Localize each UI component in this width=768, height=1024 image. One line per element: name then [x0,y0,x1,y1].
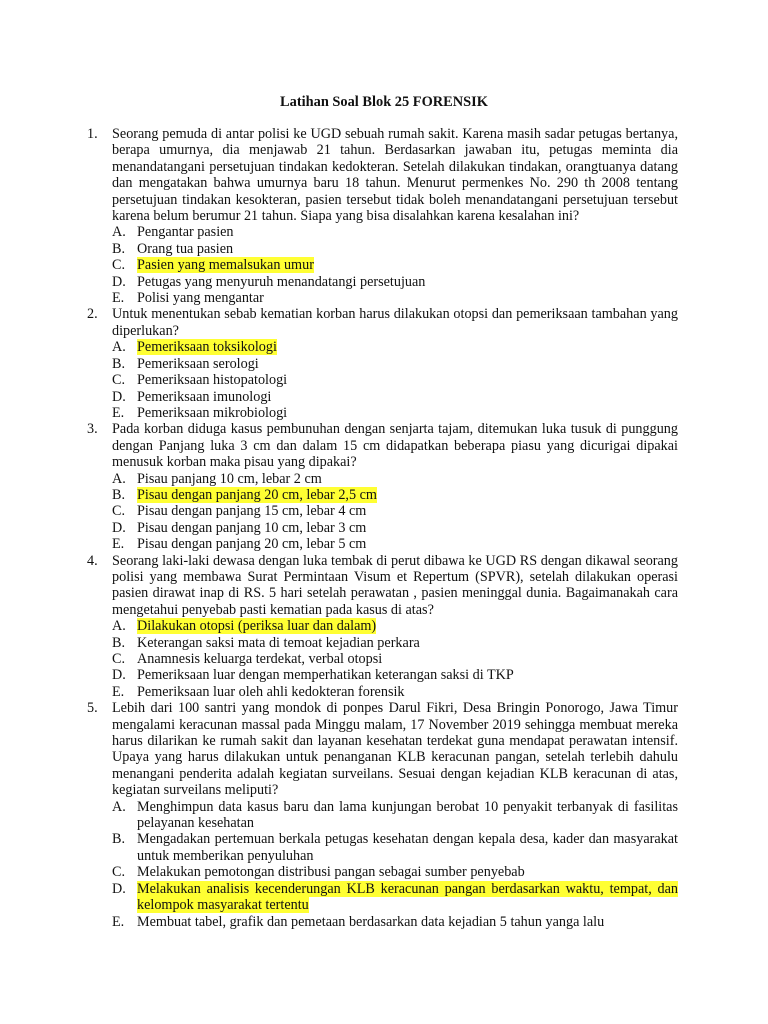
answer-option [112,799,678,832]
option-text: Pengantar pasien [137,224,234,241]
answer-option [112,389,678,405]
option-text: Membuat tabel, grafik dan pemetaan berdasarkan data kejadian 5 tahun yanga lalu [137,913,605,930]
option-letter: E. [112,683,125,700]
question-item [87,553,678,701]
option-letter: D. [112,388,126,405]
question-number: 1. [87,126,98,142]
option-text: Pisau dengan panjang 15 cm, lebar 4 cm [137,503,367,520]
option-text-highlighted: Pemeriksaan toksikologi [137,339,277,356]
answer-option [112,635,678,651]
option-text: Melakukan pemotongan distribusi pangan sebagai sumber penyebab [137,864,525,881]
option-letter: B. [112,486,126,503]
option-letter: C. [112,864,126,881]
option-letter: E. [112,913,125,930]
question-text: Untuk menentukan sebab kematian korban harus dilakukan otopsi dan pemeriksaan tambahan yang diperlukan? [112,306,678,339]
question-item [87,421,678,552]
answer-option [112,471,678,487]
option-letter: B. [112,634,126,651]
answer-option [112,372,678,388]
answer-option [112,224,678,240]
answer-option [112,881,678,914]
answer-option [112,684,678,700]
answer-option [112,536,678,552]
option-text: Keterangan saksi mata di temoat kejadian perkara [137,634,420,651]
option-letter: D. [112,273,126,290]
option-text-highlighted: Pisau dengan panjang 20 cm, lebar 2,5 cm [137,486,377,503]
option-text: Pisau dengan panjang 10 cm, lebar 3 cm [137,519,367,536]
option-text-highlighted: Melakukan analisis kecenderungan KLB keracunan pangan berdasarkan waktu, tempat, dan kelompok masyarakat tertentu [137,880,678,914]
option-letter: E. [112,404,125,421]
option-text: Pemeriksaan histopatologi [137,372,288,389]
answer-option [112,339,678,355]
option-text: Pemeriksaan luar dengan memperhatikan keterangan saksi di TKP [137,667,514,684]
option-text: Menghimpun data kasus baru dan lama kunjungan berobat 10 penyakit terbanyak di fasilitas pelayanan kesehatan [137,798,678,832]
answer-option [112,864,678,880]
answer-option [112,520,678,536]
option-text: Pemeriksaan imunologi [137,388,272,405]
answer-option [112,487,678,503]
option-letter: D. [112,667,126,684]
option-list [112,471,678,553]
option-list [112,618,678,700]
option-letter: A. [112,339,126,356]
option-list [112,224,678,306]
option-letter: C. [112,372,126,389]
question-number: 2. [87,306,98,323]
question-number: 3. [87,421,98,438]
answer-option [112,667,678,683]
option-text: Petugas yang menyuruh menandatangi persetujuan [137,273,426,290]
option-text-highlighted: Dilakukan otopsi (periksa luar dan dalam) [137,618,377,635]
question-list [87,126,678,930]
option-list [112,799,678,930]
answer-option [112,356,678,372]
question-text: Lebih dari 100 santri yang mondok di ponpes Darul Fikri, Desa Bringin Ponorogo, Jawa Timur mengalami keracunan massal pada Minggu malam, 17 November 2019 sehingga membuat mereka harus dilarikan ke rumah sakit dan layanan kesehatan terdekat guna mendapat perawatan intensif. Upaya yang harus dilakukan untuk penanganan KLB keracunan pangan, setelah terlebih dahulu menangani penderita adalah kegiatan surveilans. Sesuai dengan kejadian KLB keracunan di atas, kegiatan surveilans meliputi? [112,700,678,799]
option-letter: C. [112,651,126,667]
answer-option [112,274,678,290]
option-letter: A. [112,224,126,241]
option-letter: A. [112,798,126,815]
option-letter: B. [112,355,126,372]
option-letter: C. [112,503,126,520]
option-letter: D. [112,519,126,536]
answer-option [112,290,678,306]
option-letter: B. [112,831,126,848]
question-text: Pada korban diduga kasus pembunuhan dengan senjarta tajam, ditemukan luka tusuk di punggung dengan Panjang luka 3 cm dan dalam 15 cm didapatkan beberapa piasu yang dicurigai dipakai menusuk korban maka pisau yang dipakai? [112,421,678,471]
answer-option [112,831,678,864]
option-letter: E. [112,536,125,553]
option-text: Pemeriksaan luar oleh ahli kedokteran forensik [137,683,405,700]
answer-option [112,503,678,519]
answer-option [112,257,678,273]
question-number: 5. [87,700,98,717]
document-title: Latihan Soal Blok 25 FORENSIK [280,94,488,110]
question-item [87,126,678,306]
option-letter: E. [112,290,125,307]
option-letter: C. [112,257,126,274]
question-text: Seorang laki-laki dewasa dengan luka tembak di perut dibawa ke UGD RS dengan dikawal seorang polisi yang membawa Surat Permintaan Visum et Repertum (SPVR), setelah dilakukan operasi pasien dirawat inap di RS. 5 hari setelah perawatan , pasien meninggal dunia. Bagaimanakah cara mengetahui penyebab pasti kematian pada kasus di atas? [112,552,678,618]
option-text: Pemeriksaan mikrobiologi [137,404,288,421]
question-item [87,306,678,421]
option-text: Anamnesis keluarga terdekat, verbal otopsi [137,651,383,667]
option-text: Orang tua pasien [137,240,234,257]
option-text: Pemeriksaan serologi [137,355,259,372]
question-text: Seorang pemuda di antar polisi ke UGD sebuah rumah sakit. Karena masih sadar petugas bertanya, berapa umurnya, dia menjawab 21 tahun. Berdasarkan jawaban itu, petugas meminta dia menandatangani persetujuan tindakan kedokteran. Setelah dilakukan tindakan, orangtuanya datang dan mengatakan bahwa umurnya baru 18 tahun. Menurut permenkes No. 290 th 2008 tentang persetujuan tindakan kesokteran, pasien tersebut tidak boleh menandatangani persetujuan tersebut karena belum berumur 21 tahun. Siapa yang bisa disalahkan karena kesalahan ini? [112,126,678,225]
option-letter: A. [112,618,126,635]
answer-option [112,618,678,634]
option-text-highlighted: Pasien yang memalsukan umur [137,257,314,274]
answer-option [112,651,678,667]
option-list [112,339,678,421]
answer-option [112,914,678,930]
option-text: Pisau panjang 10 cm, lebar 2 cm [137,470,322,487]
option-letter: B. [112,240,126,257]
option-text: Pisau dengan panjang 20 cm, lebar 5 cm [137,536,367,553]
question-number: 4. [87,552,98,569]
option-letter: D. [112,880,126,897]
answer-option [112,405,678,421]
option-text: Polisi yang mengantar [137,290,264,307]
question-item [87,700,678,930]
answer-option [112,241,678,257]
option-text: Mengadakan pertemuan berkala petugas kesehatan dengan kepala desa, kader dan masyarakat untuk memberikan penyuluhan [137,831,678,864]
option-letter: A. [112,470,126,487]
